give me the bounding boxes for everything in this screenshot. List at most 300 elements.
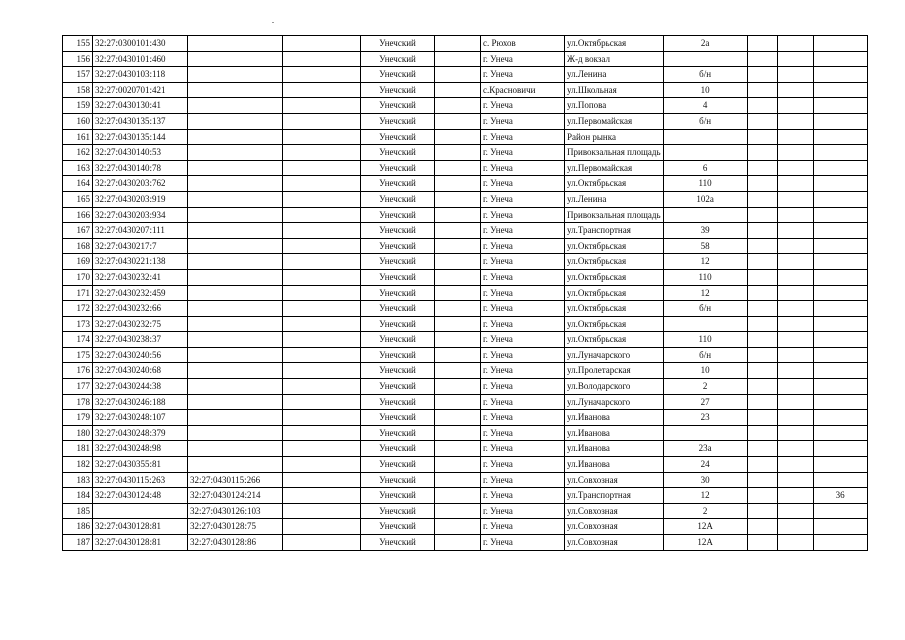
settlement-cell: г. Унеча — [481, 113, 565, 129]
table-row — [63, 394, 868, 410]
table-row — [63, 472, 868, 488]
house-cell: 2 — [663, 503, 747, 519]
district-cell: Унечский — [361, 410, 435, 426]
row-number: 164 — [63, 176, 93, 192]
district-cell: Унечский — [361, 301, 435, 317]
empty-cell — [777, 82, 813, 98]
street-cell: ул.Совхозная — [565, 503, 664, 519]
street-cell: ул.Октябрьская — [565, 332, 664, 348]
cadastral-number-2: 32:27:0430128:75 — [188, 519, 283, 535]
empty-cell — [747, 457, 777, 473]
settlement-cell: г. Унеча — [481, 51, 565, 67]
empty-cell — [283, 207, 361, 223]
empty-cell — [283, 488, 361, 504]
row-number: 177 — [63, 379, 93, 395]
empty-cell — [777, 379, 813, 395]
street-cell: Привокзальная площадь — [565, 145, 664, 161]
district-cell: Унечский — [361, 425, 435, 441]
row-number: 167 — [63, 223, 93, 239]
cadastral-number: 32:27:0430124:48 — [93, 488, 188, 504]
empty-cell — [283, 176, 361, 192]
empty-cell — [283, 36, 361, 52]
empty-cell — [283, 238, 361, 254]
district-cell: Унечский — [361, 363, 435, 379]
empty-cell — [747, 535, 777, 551]
empty-cell — [747, 191, 777, 207]
settlement-cell: г. Унеча — [481, 160, 565, 176]
cadastral-number-2 — [188, 176, 283, 192]
empty-cell — [435, 363, 481, 379]
district-cell: Унечский — [361, 98, 435, 114]
empty-cell — [747, 67, 777, 83]
empty-cell — [435, 472, 481, 488]
empty-cell — [777, 441, 813, 457]
district-cell: Унечский — [361, 394, 435, 410]
settlement-cell: г. Унеча — [481, 191, 565, 207]
cadastral-number-2 — [188, 51, 283, 67]
house-cell: 4 — [663, 98, 747, 114]
empty-cell — [435, 36, 481, 52]
settlement-cell: г. Унеча — [481, 176, 565, 192]
cadastral-number: 32:27:0300101:430 — [93, 36, 188, 52]
row-number: 160 — [63, 113, 93, 129]
street-cell: Район рынка — [565, 129, 664, 145]
cadastral-number-2 — [188, 36, 283, 52]
street-cell: ул.Транспортная — [565, 488, 664, 504]
empty-cell — [435, 67, 481, 83]
cadastral-number-2 — [188, 98, 283, 114]
settlement-cell: г. Унеча — [481, 98, 565, 114]
empty-cell — [777, 51, 813, 67]
row-number: 162 — [63, 145, 93, 161]
empty-cell — [747, 425, 777, 441]
empty-cell — [435, 410, 481, 426]
table-row — [63, 51, 868, 67]
street-cell: ул.Иванова — [565, 441, 664, 457]
empty-cell — [747, 145, 777, 161]
row-number: 171 — [63, 285, 93, 301]
cadastral-number: 32:27:0430140:78 — [93, 160, 188, 176]
empty-cell — [777, 145, 813, 161]
table-row — [63, 223, 868, 239]
settlement-cell: г. Унеча — [481, 472, 565, 488]
settlement-cell: г. Унеча — [481, 238, 565, 254]
extra-value-cell — [813, 51, 867, 67]
district-cell: Унечский — [361, 82, 435, 98]
street-cell: ул.Попова — [565, 98, 664, 114]
cadastral-number-2 — [188, 67, 283, 83]
district-cell: Унечский — [361, 472, 435, 488]
cadastral-number: 32:27:0430130:41 — [93, 98, 188, 114]
empty-cell — [747, 363, 777, 379]
house-cell: 12 — [663, 254, 747, 270]
street-cell: ул.Совхозная — [565, 472, 664, 488]
district-cell: Унечский — [361, 254, 435, 270]
street-cell: ул.Транспортная — [565, 223, 664, 239]
street-cell: ул.Иванова — [565, 410, 664, 426]
table-row — [63, 363, 868, 379]
empty-cell — [747, 301, 777, 317]
house-cell — [663, 316, 747, 332]
cadastral-number: 32:27:0430207:111 — [93, 223, 188, 239]
settlement-cell: г. Унеча — [481, 363, 565, 379]
empty-cell — [747, 160, 777, 176]
table-row — [63, 98, 868, 114]
cadastral-number-2 — [188, 82, 283, 98]
settlement-cell: г. Унеча — [481, 301, 565, 317]
empty-cell — [435, 379, 481, 395]
cadastral-number-2 — [188, 113, 283, 129]
street-cell: ул.Луначарского — [565, 394, 664, 410]
row-number: 165 — [63, 191, 93, 207]
settlement-cell: г. Унеча — [481, 503, 565, 519]
row-number: 157 — [63, 67, 93, 83]
settlement-cell: г. Унеча — [481, 394, 565, 410]
street-cell: ул.Первомайская — [565, 113, 664, 129]
empty-cell — [747, 129, 777, 145]
house-cell: 27 — [663, 394, 747, 410]
extra-value-cell — [813, 425, 867, 441]
street-cell: ул.Октябрьская — [565, 176, 664, 192]
empty-cell — [283, 457, 361, 473]
empty-cell — [747, 36, 777, 52]
row-number: 159 — [63, 98, 93, 114]
empty-cell — [435, 488, 481, 504]
scan-mark — [272, 22, 274, 23]
row-number: 179 — [63, 410, 93, 426]
empty-cell — [435, 238, 481, 254]
empty-cell — [283, 363, 361, 379]
house-cell: 39 — [663, 223, 747, 239]
street-cell: ул.Луначарского — [565, 347, 664, 363]
district-cell: Унечский — [361, 316, 435, 332]
empty-cell — [435, 332, 481, 348]
empty-cell — [777, 36, 813, 52]
empty-cell — [777, 519, 813, 535]
extra-value-cell — [813, 332, 867, 348]
empty-cell — [283, 191, 361, 207]
row-number: 182 — [63, 457, 93, 473]
empty-cell — [777, 316, 813, 332]
district-cell: Унечский — [361, 191, 435, 207]
empty-cell — [283, 254, 361, 270]
house-cell — [663, 207, 747, 223]
street-cell: ул.Октябрьская — [565, 301, 664, 317]
cadastral-number: 32:27:0430248:98 — [93, 441, 188, 457]
table-row — [63, 269, 868, 285]
district-cell: Унечский — [361, 535, 435, 551]
empty-cell — [777, 332, 813, 348]
empty-cell — [283, 441, 361, 457]
house-cell: 102а — [663, 191, 747, 207]
empty-cell — [435, 535, 481, 551]
extra-value-cell — [813, 503, 867, 519]
empty-cell — [435, 285, 481, 301]
street-cell: ул.Октябрьская — [565, 238, 664, 254]
district-cell: Унечский — [361, 238, 435, 254]
street-cell: ул.Володарского — [565, 379, 664, 395]
cadastral-number: 32:27:0430232:75 — [93, 316, 188, 332]
empty-cell — [435, 207, 481, 223]
house-cell: б/н — [663, 113, 747, 129]
extra-value-cell — [813, 145, 867, 161]
house-cell: б/н — [663, 67, 747, 83]
district-cell: Унечский — [361, 113, 435, 129]
row-number: 168 — [63, 238, 93, 254]
empty-cell — [777, 363, 813, 379]
empty-cell — [435, 176, 481, 192]
cadastral-number-2 — [188, 285, 283, 301]
register-table — [62, 35, 868, 551]
settlement-cell: г. Унеча — [481, 457, 565, 473]
street-cell: ул.Школьная — [565, 82, 664, 98]
street-cell: ул.Октябрьская — [565, 254, 664, 270]
cadastral-number: 32:27:0430244:38 — [93, 379, 188, 395]
extra-value-cell — [813, 363, 867, 379]
street-cell: Привокзальная площадь — [565, 207, 664, 223]
empty-cell — [747, 332, 777, 348]
empty-cell — [283, 503, 361, 519]
extra-value-cell — [813, 410, 867, 426]
cadastral-number: 32:27:0430203:934 — [93, 207, 188, 223]
empty-cell — [283, 223, 361, 239]
extra-value-cell — [813, 254, 867, 270]
extra-value-cell — [813, 535, 867, 551]
empty-cell — [747, 223, 777, 239]
settlement-cell: г. Унеча — [481, 441, 565, 457]
empty-cell — [283, 269, 361, 285]
cadastral-number: 32:27:0020701:421 — [93, 82, 188, 98]
empty-cell — [777, 269, 813, 285]
table-row — [63, 316, 868, 332]
empty-cell — [435, 441, 481, 457]
district-cell: Унечский — [361, 503, 435, 519]
empty-cell — [747, 113, 777, 129]
settlement-cell: г. Унеча — [481, 285, 565, 301]
empty-cell — [777, 410, 813, 426]
extra-value-cell — [813, 36, 867, 52]
settlement-cell: с.Красновичи — [481, 82, 565, 98]
empty-cell — [283, 332, 361, 348]
cadastral-number-2 — [188, 145, 283, 161]
empty-cell — [747, 254, 777, 270]
cadastral-number-2 — [188, 129, 283, 145]
table-row — [63, 410, 868, 426]
settlement-cell: г. Унеча — [481, 207, 565, 223]
empty-cell — [747, 207, 777, 223]
cadastral-number: 32:27:0430240:56 — [93, 347, 188, 363]
cadastral-number: 32:27:0430140:53 — [93, 145, 188, 161]
empty-cell — [435, 145, 481, 161]
settlement-cell: г. Унеча — [481, 316, 565, 332]
empty-cell — [283, 160, 361, 176]
row-number: 155 — [63, 36, 93, 52]
empty-cell — [283, 285, 361, 301]
district-cell: Унечский — [361, 160, 435, 176]
settlement-cell: г. Унеча — [481, 535, 565, 551]
extra-value-cell — [813, 113, 867, 129]
table-row — [63, 535, 868, 551]
house-cell: б/н — [663, 347, 747, 363]
settlement-cell: г. Унеча — [481, 347, 565, 363]
empty-cell — [777, 503, 813, 519]
table-row — [63, 191, 868, 207]
empty-cell — [777, 254, 813, 270]
empty-cell — [435, 457, 481, 473]
extra-value-cell — [813, 67, 867, 83]
empty-cell — [747, 347, 777, 363]
table-row — [63, 457, 868, 473]
empty-cell — [435, 254, 481, 270]
empty-cell — [747, 379, 777, 395]
cadastral-number: 32:27:0430135:137 — [93, 113, 188, 129]
cadastral-number — [93, 503, 188, 519]
district-cell: Унечский — [361, 519, 435, 535]
extra-value-cell — [813, 316, 867, 332]
settlement-cell: г. Унеча — [481, 67, 565, 83]
district-cell: Унечский — [361, 488, 435, 504]
empty-cell — [777, 535, 813, 551]
cadastral-number-2 — [188, 347, 283, 363]
table-row — [63, 238, 868, 254]
row-number: 187 — [63, 535, 93, 551]
table-row — [63, 519, 868, 535]
house-cell: 24 — [663, 457, 747, 473]
settlement-cell: г. Унеча — [481, 129, 565, 145]
empty-cell — [747, 394, 777, 410]
row-number: 185 — [63, 503, 93, 519]
cadastral-number: 32:27:0430217:7 — [93, 238, 188, 254]
row-number: 176 — [63, 363, 93, 379]
street-cell: ул.Совхозная — [565, 535, 664, 551]
settlement-cell: г. Унеча — [481, 332, 565, 348]
district-cell: Унечский — [361, 207, 435, 223]
empty-cell — [747, 285, 777, 301]
district-cell: Унечский — [361, 129, 435, 145]
cadastral-number-2 — [188, 394, 283, 410]
row-number: 156 — [63, 51, 93, 67]
empty-cell — [777, 129, 813, 145]
row-number: 186 — [63, 519, 93, 535]
empty-cell — [777, 347, 813, 363]
cadastral-number-2 — [188, 207, 283, 223]
empty-cell — [777, 67, 813, 83]
extra-value-cell — [813, 472, 867, 488]
cadastral-number-2 — [188, 410, 283, 426]
cadastral-number: 32:27:0430355:81 — [93, 457, 188, 473]
empty-cell — [747, 176, 777, 192]
empty-cell — [283, 379, 361, 395]
table-row — [63, 503, 868, 519]
empty-cell — [777, 301, 813, 317]
table-row — [63, 332, 868, 348]
district-cell: Унечский — [361, 269, 435, 285]
cadastral-number: 32:27:0430128:81 — [93, 535, 188, 551]
extra-value-cell — [813, 191, 867, 207]
cadastral-number-2 — [188, 191, 283, 207]
cadastral-number-2: 32:27:0430126:103 — [188, 503, 283, 519]
cadastral-number: 32:27:0430246:188 — [93, 394, 188, 410]
cadastral-number-2 — [188, 269, 283, 285]
table-row — [63, 36, 868, 52]
table-row — [63, 488, 868, 504]
empty-cell — [283, 129, 361, 145]
extra-value-cell — [813, 82, 867, 98]
empty-cell — [283, 316, 361, 332]
empty-cell — [283, 301, 361, 317]
empty-cell — [435, 519, 481, 535]
house-cell: 12 — [663, 488, 747, 504]
settlement-cell: г. Унеча — [481, 519, 565, 535]
house-cell: 110 — [663, 332, 747, 348]
cadastral-number-2 — [188, 457, 283, 473]
street-cell: ул.Октябрьская — [565, 285, 664, 301]
empty-cell — [435, 51, 481, 67]
table-row — [63, 67, 868, 83]
empty-cell — [777, 238, 813, 254]
district-cell: Унечский — [361, 347, 435, 363]
empty-cell — [435, 191, 481, 207]
house-cell: 23 — [663, 410, 747, 426]
district-cell: Унечский — [361, 51, 435, 67]
street-cell: ул.Совхозная — [565, 519, 664, 535]
extra-value-cell — [813, 98, 867, 114]
table-row — [63, 207, 868, 223]
empty-cell — [283, 472, 361, 488]
extra-value-cell — [813, 519, 867, 535]
empty-cell — [777, 176, 813, 192]
cadastral-number: 32:27:0430135:144 — [93, 129, 188, 145]
row-number: 174 — [63, 332, 93, 348]
empty-cell — [435, 301, 481, 317]
empty-cell — [283, 410, 361, 426]
cadastral-number: 32:27:0430232:66 — [93, 301, 188, 317]
extra-value-cell — [813, 301, 867, 317]
empty-cell — [283, 535, 361, 551]
row-number: 161 — [63, 129, 93, 145]
table-row — [63, 82, 868, 98]
house-cell: б/н — [663, 301, 747, 317]
street-cell: ул.Октябрьская — [565, 36, 664, 52]
house-cell: 12 — [663, 285, 747, 301]
empty-cell — [435, 316, 481, 332]
empty-cell — [283, 51, 361, 67]
table-row — [63, 441, 868, 457]
extra-value-cell — [813, 285, 867, 301]
row-number: 158 — [63, 82, 93, 98]
row-number: 184 — [63, 488, 93, 504]
empty-cell — [747, 472, 777, 488]
street-cell: ул.Пролетарская — [565, 363, 664, 379]
house-cell: 30 — [663, 472, 747, 488]
extra-value-cell: 36 — [813, 488, 867, 504]
cadastral-number-2 — [188, 316, 283, 332]
table-row — [63, 285, 868, 301]
extra-value-cell — [813, 223, 867, 239]
house-cell — [663, 51, 747, 67]
empty-cell — [777, 98, 813, 114]
empty-cell — [283, 347, 361, 363]
table-row — [63, 129, 868, 145]
cadastral-number-2 — [188, 441, 283, 457]
house-cell: 10 — [663, 363, 747, 379]
cadastral-number: 32:27:0430203:762 — [93, 176, 188, 192]
empty-cell — [777, 223, 813, 239]
row-number: 183 — [63, 472, 93, 488]
house-cell: 12А — [663, 519, 747, 535]
row-number: 173 — [63, 316, 93, 332]
extra-value-cell — [813, 441, 867, 457]
